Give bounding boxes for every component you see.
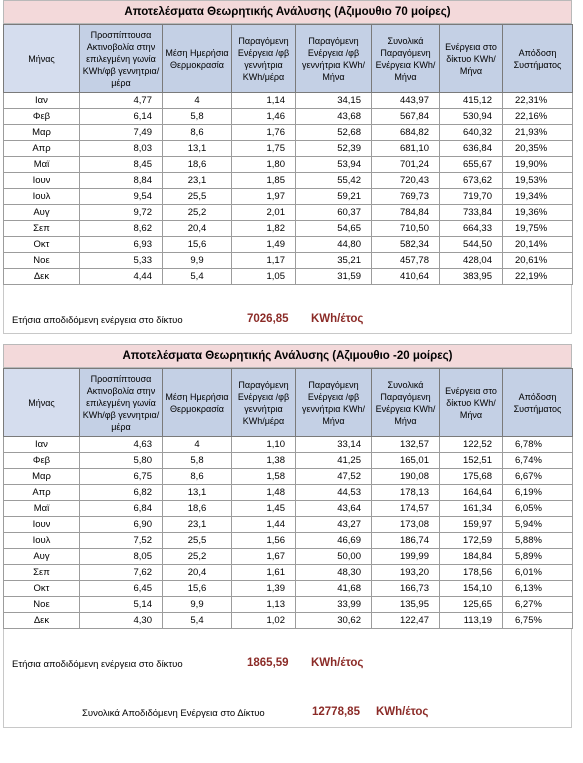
table-cell: 173,08: [372, 517, 440, 533]
table-cell: 6,13%: [503, 581, 573, 597]
table-cell: 174,57: [372, 501, 440, 517]
table-cell: 1,80: [232, 157, 296, 173]
table-row: [4, 501, 573, 517]
annual-energy-value: 1865,59: [247, 657, 289, 669]
table-cell: 9,9: [163, 597, 232, 613]
table-cell: 1,82: [232, 221, 296, 237]
table-row: [4, 269, 573, 285]
table-cell: 4,63: [80, 437, 163, 453]
table-cell: 1,56: [232, 533, 296, 549]
table-cell: 8,62: [80, 221, 163, 237]
table-cell: 733,84: [440, 205, 503, 221]
table-cell: 186,74: [372, 533, 440, 549]
table-cell: 164,64: [440, 485, 503, 501]
table-cell: 6,01%: [503, 565, 573, 581]
table-cell: 6,67%: [503, 469, 573, 485]
table-cell: 1,02: [232, 613, 296, 629]
column-header: Συνολικά Παραγόμενη Ενέργεια KWh/Μήνα: [372, 369, 440, 437]
column-header: Προσπίπτουσα Ακτινοβολία στην επιλεγμένη γωνία KWh/φβ γεννητρια/μέρα: [80, 25, 163, 93]
table-cell: 44,53: [296, 485, 372, 501]
table-cell: 530,94: [440, 109, 503, 125]
table-cell: 5,8: [163, 453, 232, 469]
table-cell: 199,99: [372, 549, 440, 565]
table-cell: 23,1: [163, 517, 232, 533]
table-row: [4, 549, 573, 565]
table-cell: 664,33: [440, 221, 503, 237]
column-header: Παραγόμενη Ενέργεια /φβ γεννήτρια KWh/μέρα: [232, 369, 296, 437]
month-cell: Ιαν: [4, 93, 80, 109]
table-row: [4, 109, 573, 125]
month-cell: Ιουλ: [4, 189, 80, 205]
table-cell: 1,05: [232, 269, 296, 285]
month-cell: Ιουν: [4, 173, 80, 189]
table-cell: 22,19%: [503, 269, 573, 285]
table-cell: 719,70: [440, 189, 503, 205]
annual-energy-value: 7026,85: [247, 313, 289, 325]
table-cell: 25,2: [163, 549, 232, 565]
annual-energy-row: [3, 309, 572, 334]
table-cell: 178,56: [440, 565, 503, 581]
table-row: [4, 157, 573, 173]
table-cell: 43,68: [296, 109, 372, 125]
table-cell: 457,78: [372, 253, 440, 269]
table-cell: 125,65: [440, 597, 503, 613]
table-cell: 710,50: [372, 221, 440, 237]
table-cell: 8,6: [163, 125, 232, 141]
table-cell: 6,82: [80, 485, 163, 501]
table-cell: 41,25: [296, 453, 372, 469]
table-row: [4, 613, 573, 629]
table-cell: 1,76: [232, 125, 296, 141]
table-cell: 6,74%: [503, 453, 573, 469]
table-row: [4, 597, 573, 613]
table-cell: 410,64: [372, 269, 440, 285]
table-cell: 582,34: [372, 237, 440, 253]
table-cell: 6,75: [80, 469, 163, 485]
table-cell: 544,50: [440, 237, 503, 253]
table-cell: 7,49: [80, 125, 163, 141]
table-row: [4, 437, 573, 453]
table-cell: 184,84: [440, 549, 503, 565]
annual-energy-row: [3, 653, 572, 677]
total-energy-label: Συνολικά Αποδιδόμενη Ενέργεια στο Δίκτυο: [82, 708, 265, 719]
table-cell: 5,88%: [503, 533, 573, 549]
table-cell: 122,47: [372, 613, 440, 629]
table-cell: 1,13: [232, 597, 296, 613]
table-cell: 8,45: [80, 157, 163, 173]
results-table: [3, 368, 573, 629]
table-cell: 31,59: [296, 269, 372, 285]
header-row: [4, 369, 573, 437]
column-header: Μήνας: [4, 369, 80, 437]
table-cell: 161,34: [440, 501, 503, 517]
table-cell: 48,30: [296, 565, 372, 581]
table-cell: 5,33: [80, 253, 163, 269]
total-energy-value: 12778,85: [312, 706, 360, 718]
month-cell: Μαϊ: [4, 157, 80, 173]
column-header: Παραγόμενη Ενέργεια /φβ γεννήτρια KWh/μέρα: [232, 25, 296, 93]
table-cell: 1,49: [232, 237, 296, 253]
column-header: Ενέργεια στο δίκτυο KWh/Μήνα: [440, 369, 503, 437]
table-cell: 655,67: [440, 157, 503, 173]
table-cell: 8,03: [80, 141, 163, 157]
table-cell: 673,62: [440, 173, 503, 189]
month-cell: Σεπ: [4, 221, 80, 237]
table-cell: 154,10: [440, 581, 503, 597]
table-cell: 701,24: [372, 157, 440, 173]
table-cell: 20,4: [163, 565, 232, 581]
section-title: Αποτελέσματα Θεωρητικής Ανάλυσης (Αζιμουθιο -20 μοίρες): [3, 344, 572, 368]
table-cell: 415,12: [440, 93, 503, 109]
table-cell: 567,84: [372, 109, 440, 125]
table-row: [4, 221, 573, 237]
table-cell: 5,89%: [503, 549, 573, 565]
table-cell: 6,27%: [503, 597, 573, 613]
table-cell: 20,14%: [503, 237, 573, 253]
column-header: Προσπίπτουσα Ακτινοβολία στην επιλεγμένη γωνία KWh/φβ γεννητρια/μέρα: [80, 369, 163, 437]
table-row: [4, 141, 573, 157]
table-cell: 23,1: [163, 173, 232, 189]
table-cell: 15,6: [163, 581, 232, 597]
table-cell: 7,52: [80, 533, 163, 549]
table-cell: 44,80: [296, 237, 372, 253]
month-cell: Μαρ: [4, 469, 80, 485]
table-cell: 178,13: [372, 485, 440, 501]
table-cell: 19,34%: [503, 189, 573, 205]
table-cell: 6,93: [80, 237, 163, 253]
table-row: [4, 453, 573, 469]
table-cell: 55,42: [296, 173, 372, 189]
table-cell: 5,8: [163, 109, 232, 125]
table-cell: 1,75: [232, 141, 296, 157]
table-cell: 6,05%: [503, 501, 573, 517]
month-cell: Ιαν: [4, 437, 80, 453]
table-cell: 46,69: [296, 533, 372, 549]
month-cell: Φεβ: [4, 109, 80, 125]
table-cell: 20,4: [163, 221, 232, 237]
table-row: [4, 565, 573, 581]
table-cell: 6,75%: [503, 613, 573, 629]
table-cell: 4,44: [80, 269, 163, 285]
table-cell: 52,68: [296, 125, 372, 141]
table-cell: 8,05: [80, 549, 163, 565]
table-cell: 443,97: [372, 93, 440, 109]
table-cell: 5,14: [80, 597, 163, 613]
table-cell: 25,2: [163, 205, 232, 221]
table-cell: 5,4: [163, 269, 232, 285]
total-energy-unit: KWh/έτος: [376, 706, 429, 718]
table-row: [4, 469, 573, 485]
table-cell: 5,94%: [503, 517, 573, 533]
table-cell: 1,58: [232, 469, 296, 485]
table-cell: 59,21: [296, 189, 372, 205]
table-cell: 720,43: [372, 173, 440, 189]
month-cell: Οκτ: [4, 237, 80, 253]
table-cell: 684,82: [372, 125, 440, 141]
table-cell: 5,80: [80, 453, 163, 469]
table-cell: 53,94: [296, 157, 372, 173]
column-header: Απόδοση Συστήματος: [503, 25, 573, 93]
table-cell: 35,21: [296, 253, 372, 269]
annual-energy-unit: KWh/έτος: [311, 313, 364, 325]
table-cell: 47,52: [296, 469, 372, 485]
table-cell: 383,95: [440, 269, 503, 285]
table-cell: 34,15: [296, 93, 372, 109]
table-cell: 1,85: [232, 173, 296, 189]
column-header: Μήνας: [4, 25, 80, 93]
table-cell: 18,6: [163, 501, 232, 517]
table-cell: 54,65: [296, 221, 372, 237]
table-cell: 159,97: [440, 517, 503, 533]
month-cell: Αυγ: [4, 205, 80, 221]
column-header: Ενέργεια στο δίκτυο KWh/Μήνα: [440, 25, 503, 93]
month-cell: Μαϊ: [4, 501, 80, 517]
table-cell: 22,31%: [503, 93, 573, 109]
table-cell: 20,61%: [503, 253, 573, 269]
table-cell: 8,84: [80, 173, 163, 189]
section-spacer: [3, 334, 572, 344]
table-cell: 13,1: [163, 141, 232, 157]
table-cell: 2,01: [232, 205, 296, 221]
month-cell: Σεπ: [4, 565, 80, 581]
table-cell: 6,14: [80, 109, 163, 125]
table-row: [4, 173, 573, 189]
table-body: [4, 437, 573, 629]
table-cell: 428,04: [440, 253, 503, 269]
month-cell: Δεκ: [4, 269, 80, 285]
header-row: [4, 25, 573, 93]
table-cell: 166,73: [372, 581, 440, 597]
column-header: Μέση Ημερήσια Θερμοκρασία: [163, 25, 232, 93]
column-header: Παραγόμενη Ενέργεια /φβ γεννήτρια KWh/Μήνα: [296, 369, 372, 437]
table-cell: 4: [163, 437, 232, 453]
table-cell: 190,08: [372, 469, 440, 485]
table-cell: 21,93%: [503, 125, 573, 141]
table-row: [4, 189, 573, 205]
table-cell: 19,90%: [503, 157, 573, 173]
table-cell: 5,4: [163, 613, 232, 629]
table-cell: 1,10: [232, 437, 296, 453]
table-cell: 20,35%: [503, 141, 573, 157]
table-cell: 132,57: [372, 437, 440, 453]
month-cell: Απρ: [4, 485, 80, 501]
table-cell: 172,59: [440, 533, 503, 549]
blank-row: [3, 285, 572, 309]
table-cell: 6,45: [80, 581, 163, 597]
table-body: [4, 93, 573, 285]
month-cell: Αυγ: [4, 549, 80, 565]
table-cell: 9,9: [163, 253, 232, 269]
table-cell: 165,01: [372, 453, 440, 469]
column-header: Απόδοση Συστήματος: [503, 369, 573, 437]
table-cell: 4,77: [80, 93, 163, 109]
table-cell: 15,6: [163, 237, 232, 253]
table-cell: 43,64: [296, 501, 372, 517]
table-cell: 6,84: [80, 501, 163, 517]
month-cell: Οκτ: [4, 581, 80, 597]
table-cell: 9,54: [80, 189, 163, 205]
table-cell: 1,17: [232, 253, 296, 269]
table-cell: 13,1: [163, 485, 232, 501]
table-cell: 22,16%: [503, 109, 573, 125]
table-cell: 52,39: [296, 141, 372, 157]
table-row: [4, 125, 573, 141]
column-header: Μέση Ημερήσια Θερμοκρασία: [163, 369, 232, 437]
table-cell: 19,36%: [503, 205, 573, 221]
column-header: Συνολικά Παραγόμενη Ενέργεια KWh/Μήνα: [372, 25, 440, 93]
table-cell: 6,19%: [503, 485, 573, 501]
table-cell: 43,27: [296, 517, 372, 533]
table-cell: 1,38: [232, 453, 296, 469]
spreadsheet: [3, 0, 572, 728]
table-row: [4, 533, 573, 549]
table-row: [4, 237, 573, 253]
table-cell: 4,30: [80, 613, 163, 629]
month-cell: Μαρ: [4, 125, 80, 141]
table-cell: 784,84: [372, 205, 440, 221]
table-cell: 640,32: [440, 125, 503, 141]
blank-row: [3, 629, 572, 653]
table-cell: 769,73: [372, 189, 440, 205]
table-cell: 636,84: [440, 141, 503, 157]
month-cell: Ιουν: [4, 517, 80, 533]
table-cell: 1,48: [232, 485, 296, 501]
table-cell: 6,90: [80, 517, 163, 533]
table-cell: 6,78%: [503, 437, 573, 453]
section-title: Αποτελέσματα Θεωρητικής Ανάλυσης (Αζιμουθιο 70 μοίρες): [3, 0, 572, 24]
table-cell: 25,5: [163, 533, 232, 549]
table-cell: 19,53%: [503, 173, 573, 189]
table-cell: 1,67: [232, 549, 296, 565]
table-row: [4, 253, 573, 269]
table-cell: 33,14: [296, 437, 372, 453]
table-row: [4, 93, 573, 109]
table-cell: 1,46: [232, 109, 296, 125]
blank-row: [3, 677, 572, 701]
table-cell: 122,52: [440, 437, 503, 453]
month-cell: Νοε: [4, 597, 80, 613]
total-energy-row: [3, 701, 572, 728]
month-cell: Απρ: [4, 141, 80, 157]
table-row: [4, 581, 573, 597]
table-cell: 25,5: [163, 189, 232, 205]
table-cell: 152,51: [440, 453, 503, 469]
table-cell: 4: [163, 93, 232, 109]
table-cell: 50,00: [296, 549, 372, 565]
month-cell: Νοε: [4, 253, 80, 269]
table-cell: 8,6: [163, 469, 232, 485]
table-cell: 135,95: [372, 597, 440, 613]
annual-energy-unit: KWh/έτος: [311, 657, 364, 669]
month-cell: Ιουλ: [4, 533, 80, 549]
annual-energy-label: Ετήσια αποδιδόμενη ενέργεια στο δίκτυο: [12, 659, 183, 670]
table-cell: 1,45: [232, 501, 296, 517]
annual-energy-label: Ετήσια αποδιδόμενη ενέργεια στο δίκτυο: [12, 315, 183, 326]
table-row: [4, 205, 573, 221]
table-cell: 681,10: [372, 141, 440, 157]
column-header: Παραγόμενη Ενέργεια /φβ γεννήτρια KWh/Μήνα: [296, 25, 372, 93]
table-cell: 60,37: [296, 205, 372, 221]
table-cell: 41,68: [296, 581, 372, 597]
table-cell: 7,62: [80, 565, 163, 581]
table-cell: 1,14: [232, 93, 296, 109]
table-cell: 175,68: [440, 469, 503, 485]
month-cell: Δεκ: [4, 613, 80, 629]
table-cell: 19,75%: [503, 221, 573, 237]
table-row: [4, 485, 573, 501]
table-cell: 193,20: [372, 565, 440, 581]
results-table: [3, 24, 573, 285]
table-cell: 1,44: [232, 517, 296, 533]
table-cell: 113,19: [440, 613, 503, 629]
table-cell: 9,72: [80, 205, 163, 221]
table-cell: 1,97: [232, 189, 296, 205]
table-row: [4, 517, 573, 533]
table-cell: 30,62: [296, 613, 372, 629]
month-cell: Φεβ: [4, 453, 80, 469]
table-cell: 18,6: [163, 157, 232, 173]
table-cell: 1,61: [232, 565, 296, 581]
table-cell: 1,39: [232, 581, 296, 597]
table-cell: 33,99: [296, 597, 372, 613]
